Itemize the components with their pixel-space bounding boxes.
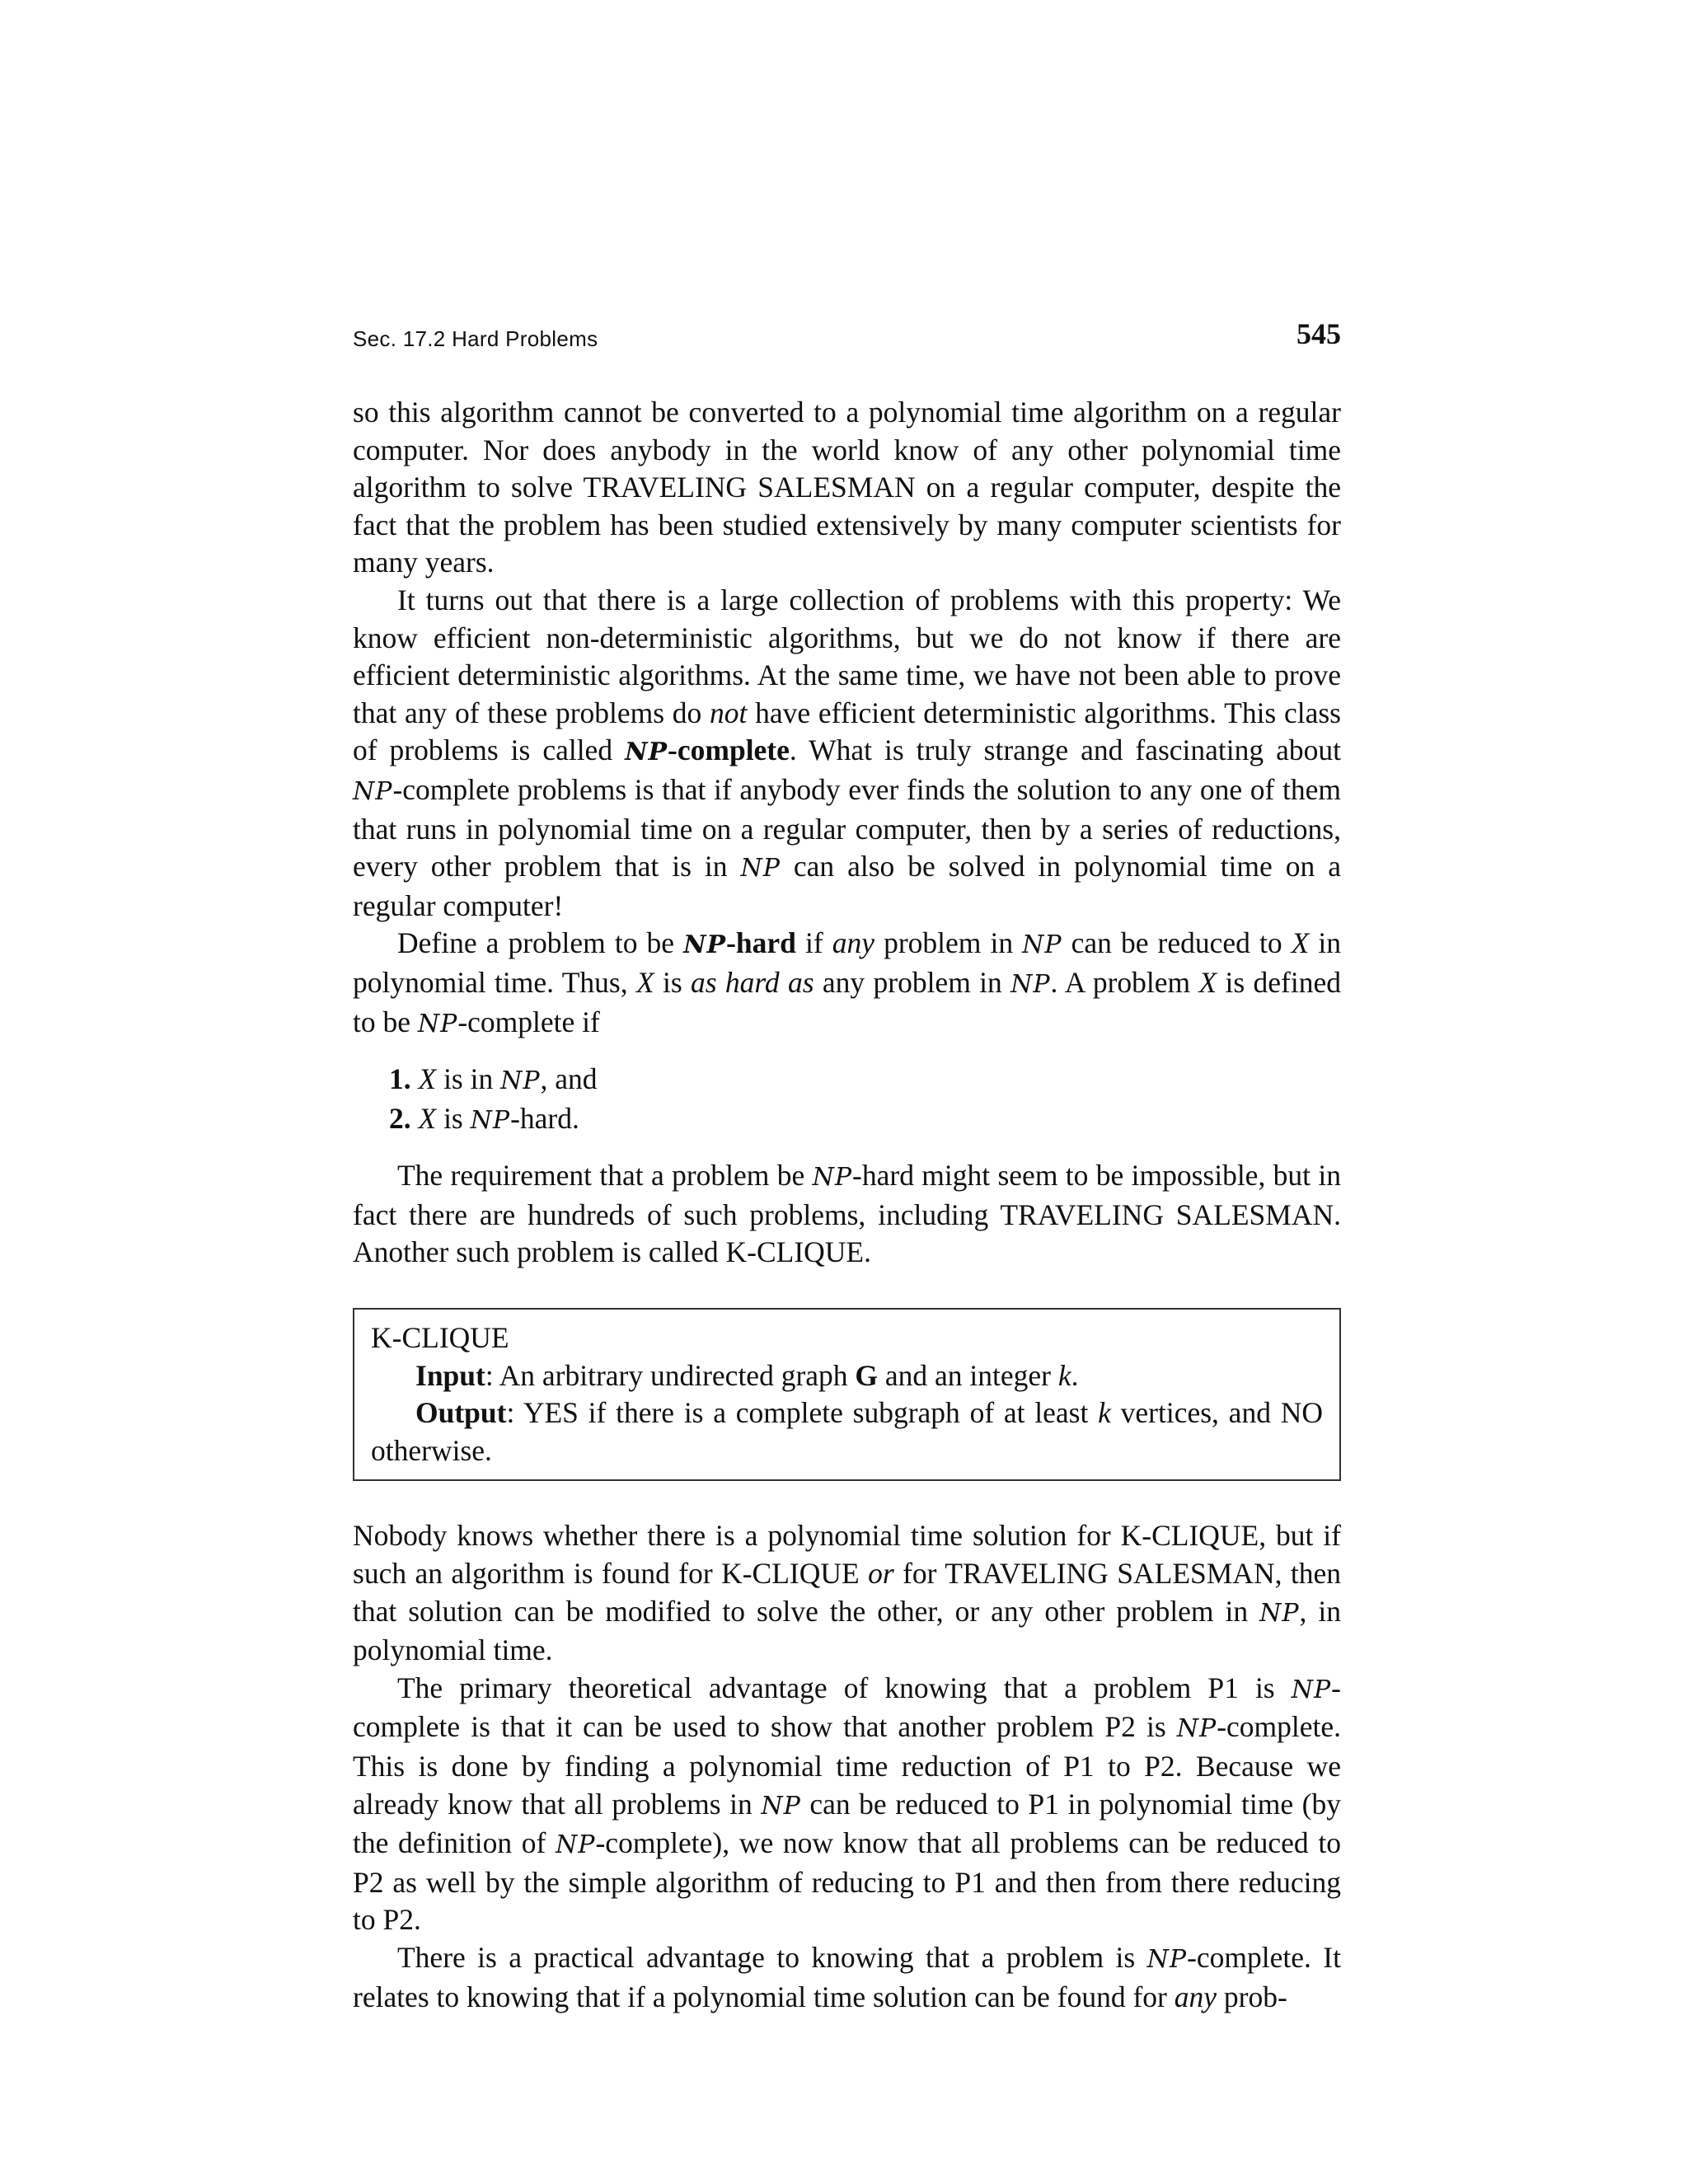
- running-head: Sec. 17.2 Hard Problems: [353, 326, 598, 351]
- problem-title: K-CLIQUE: [371, 1321, 509, 1355]
- np-symbol: NP: [740, 854, 781, 883]
- np-symbol: NP: [812, 1163, 853, 1193]
- np-symbol: NP: [1259, 1598, 1300, 1628]
- np-symbol: NP: [1010, 969, 1051, 999]
- paragraph: It turns out that there is a large collection of problems with this property: We know efficient non-deterministic algorithms, but we do not know if there are efficient deterministic algorithms. At the same time, we have not been able to prove that any of these problems do not have efficient deterministic algorithms. This class of problems is called NP-complete. What is truly strange and fascinating about NP-complete problems is that if anybody ever finds the solution to any one of them that runs in polynomial time on a regular computer, then by a series of reductions, every other problem that is in NP can also be solved in polynomial time on a regular computer!: [353, 583, 1341, 922]
- np-symbol: NP: [1176, 1714, 1217, 1744]
- np-symbol: NP: [1291, 1675, 1332, 1704]
- paragraph: There is a practical advantage to knowing that a problem is NP-complete. It relates to knowing that if a polynomial time solution can be found for any prob-: [353, 1940, 1341, 2013]
- paragraph: so this algorithm cannot be converted to a polynomial time algorithm on a regular computer. Nor does anybody in the world know of any other polynomial time algorithm to solve TRAVELING SALESMAN on a regular computer, despite the fact that the problem has been studied extensively by many computer scientists for many years.: [353, 396, 1341, 579]
- paragraph: The requirement that a problem be NP-hard might seem to be impossible, but in fact there are hundreds of such problems, including TRAVELING SALESMAN. Another such problem is called K-CLIQUE.: [353, 1159, 1341, 1269]
- problem-input: Input: An arbitrary undirected graph G and an integer k.: [415, 1358, 1079, 1392]
- np-symbol: NP: [417, 1009, 458, 1038]
- paragraph: Define a problem to be NP-hard if any problem in NP can be reduced to X in polynomial time. Thus, X is as hard as any problem in NP. A problem X is defined to be NP-complete if: [353, 926, 1342, 1038]
- np-symbol: NP: [625, 738, 668, 767]
- np-symbol: NP: [683, 930, 727, 960]
- paragraph: The primary theoretical advantage of knowing that a problem P1 is NP-complete is that it can be used to show that another problem P2 is NP-complete. This is done by finding a polynomial time reduction of P1 to P2. Because we already know that all problems in NP can be reduced to P1 in polynomial time (by the definition of NP-complete), we now know that all problems can be reduced to P2 as well by the simple algorithm of reducing to P1 and then from there reducing to P2.: [353, 1671, 1341, 1937]
- page-number: 545: [1296, 317, 1341, 350]
- np-symbol: NP: [353, 776, 393, 806]
- problem-output: Output: YES if there is a complete subgraph of at least k vertices, and NO otherwise.: [371, 1396, 1323, 1467]
- body-text: [353, 394, 1341, 2016]
- page-header: [353, 312, 1341, 358]
- np-symbol: NP: [1146, 1944, 1188, 1974]
- paragraph: Nobody knows whether there is a polynomial time solution for K-CLIQUE, but if such an algorithm is found for K-CLIQUE or for TRAVELING SALESMAN, then that solution can be modified to solve the other, or any other problem in NP, in polynomial time.: [353, 1519, 1342, 1667]
- list-item: 1. X is in NP, and: [389, 1062, 598, 1096]
- problem-definition-box: [353, 1308, 1341, 1481]
- conditions-list: [353, 1061, 1341, 1139]
- list-item: 2. X is NP-hard.: [389, 1101, 579, 1135]
- np-symbol: NP: [470, 1105, 511, 1135]
- np-symbol: NP: [556, 1830, 596, 1860]
- np-symbol: NP: [1022, 930, 1062, 960]
- book-page: [353, 312, 1341, 2016]
- np-symbol: NP: [500, 1066, 541, 1096]
- np-symbol: NP: [761, 1791, 801, 1821]
